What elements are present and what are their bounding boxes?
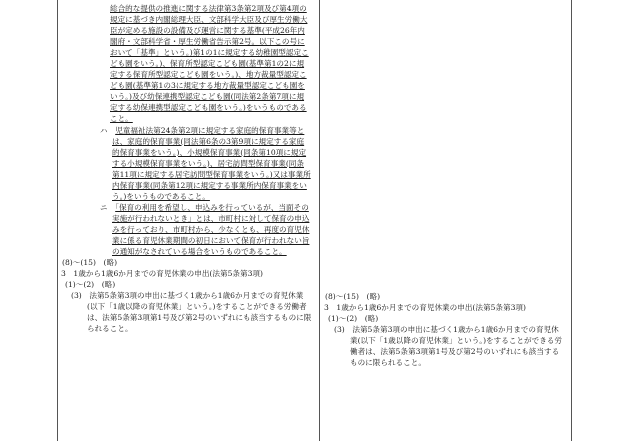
item-8-15: (8)～(15) (略) — [62, 258, 118, 268]
item-3-marker: (3) — [71, 291, 82, 301]
section-3-title: 3 1歳から1歳6か月までの育児休業の申出(法第5条第3項) — [61, 269, 263, 279]
item-1-2: (1)～(2) (略) — [328, 314, 379, 324]
item-1-2: (1)～(2) (略) — [65, 280, 116, 290]
left-column — [60, 3, 317, 334]
item-3 — [60, 290, 317, 334]
item-ni-text: 「保育の利用を希望し、申込みを行っているが、当面その実施が行われないとき」とは、市町村に対して保育の申込みを行っており、市町村から、少なくとも、再度の育児休業に係る育児休業期間の初日において保育が行われない旨の通知がなされている場合をいうものであること。 — [112, 202, 310, 257]
item-ha — [60, 125, 317, 202]
item-ni-marker: ニ — [100, 202, 108, 212]
right-page-border — [571, 0, 572, 441]
column-divider — [319, 0, 320, 441]
item-8-15: (8)～(15) (略) — [325, 292, 381, 301]
item-ha-text: 児童福祉法第24条第2項に規定する家庭的保育事業等とは、家庭的保育事業(同法第6条の3第9項に規定する家庭的保育事業をいう。)、小規模保育事業(同条第10項に規定する小規模保育事業をいう。)、居宅訪問型保育事業(同条第11項に規定する居宅訪問型保育事業をいう。)又は事業所内保育事業(同条第12項に規定する事業所内保育事業をいう。)をいうものであること。 — [112, 125, 311, 201]
item-ni — [60, 202, 317, 257]
section-3-title: 3 1歳から1歳6か月までの育児休業の申出(法第5条第3項) — [324, 303, 526, 313]
item-3-text: 法第5条第3項の申出に基づく1歳から1歳6か月までの育児休業(以下「1歳以降の育児休業」という。)をすることができる労働者は、法第5条第3項第1号及び第2号のいずれにも該当するものに限られること。 — [350, 325, 562, 368]
item-3 — [323, 324, 569, 368]
item-3-marker: (3) — [334, 325, 345, 335]
item-3-text: 法第5条第3項の申出に基づく1歳から1歳6か月までの育児休業(以下「1歳以降の育児休業」という。)をすることができる労働者は、法第5条第3項第1号及び第2号のいずれにも該当するものに限られること。 — [87, 291, 312, 334]
continued-paragraph-text: 総合的な提供の推進に関する法律第3条第2項及び第4項の規定に基づき内閣総理大臣、文部科学大臣及び厚生労働大臣が定める施設の設備及び運営に関する基準(平成26年内閣府・文部科学省・厚生労働省告示第2号。以下この号において「基準」という。)第1の1に規定する幼稚園型認定こども園をいう。)、保育所型認定こども園(基準第1の2に規定する保育所型認定こども園をいう。)、地方裁量型認定こども園(基準第1の3に規定する地方裁量型認定こども園をいう。)及び幼保連携型認定こども園(同法第2条第7項に規定する幼保連携型認定こども園をいう。)をいうものであること。 — [110, 4, 309, 124]
right-column — [323, 291, 569, 368]
item-ha-marker: ハ — [100, 125, 108, 135]
continued-paragraph — [60, 3, 317, 125]
left-page-border — [57, 0, 58, 441]
